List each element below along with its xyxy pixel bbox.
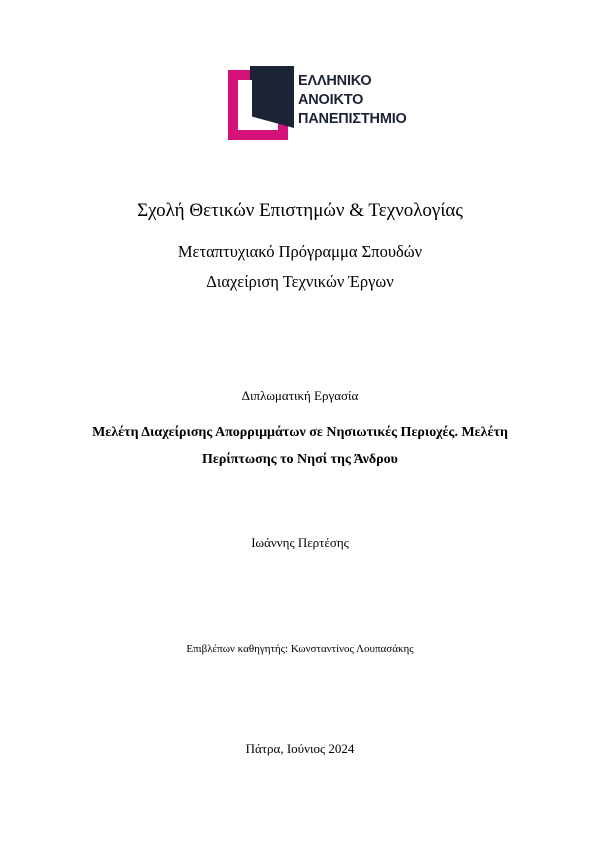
thesis-title-line-1: Μελέτη Διαχείρισης Απορριμμάτων σε Νησιωτικές Περιοχές. Μελέτη — [92, 425, 508, 440]
logo-emblem-icon — [228, 66, 294, 140]
logo-wordmark — [298, 72, 407, 129]
program-track: Διαχείριση Τεχνικών Έργων — [206, 272, 394, 291]
supervisor: Επιβλέπων καθηγητής: Κωνσταντίνος Λουπασάκης — [186, 643, 414, 655]
thesis-type: Διπλωματική Εργασία — [241, 388, 359, 403]
school-name: Σχολή Θετικών Επιστημών & Τεχνολογίας — [137, 200, 463, 221]
place-date: Πάτρα, Ιούνιος 2024 — [245, 741, 355, 756]
program-name: Μεταπτυχιακό Πρόγραμμα Σπουδών — [177, 242, 423, 261]
university-logo — [228, 66, 428, 140]
logo-line-1: ΕΛΛΗΝΙΚΟ — [298, 73, 372, 89]
thesis-title-line-2: Περίπτωσης το Νησί της Άνδρου — [202, 452, 398, 467]
author-name: Ιωάννης Περτέσης — [251, 535, 349, 550]
logo-line-2: ΑΝΟΙΚΤΟ — [298, 92, 364, 108]
logo-line-3: ΠΑΝΕΠΙΣΤΗΜΙΟ — [298, 111, 407, 127]
